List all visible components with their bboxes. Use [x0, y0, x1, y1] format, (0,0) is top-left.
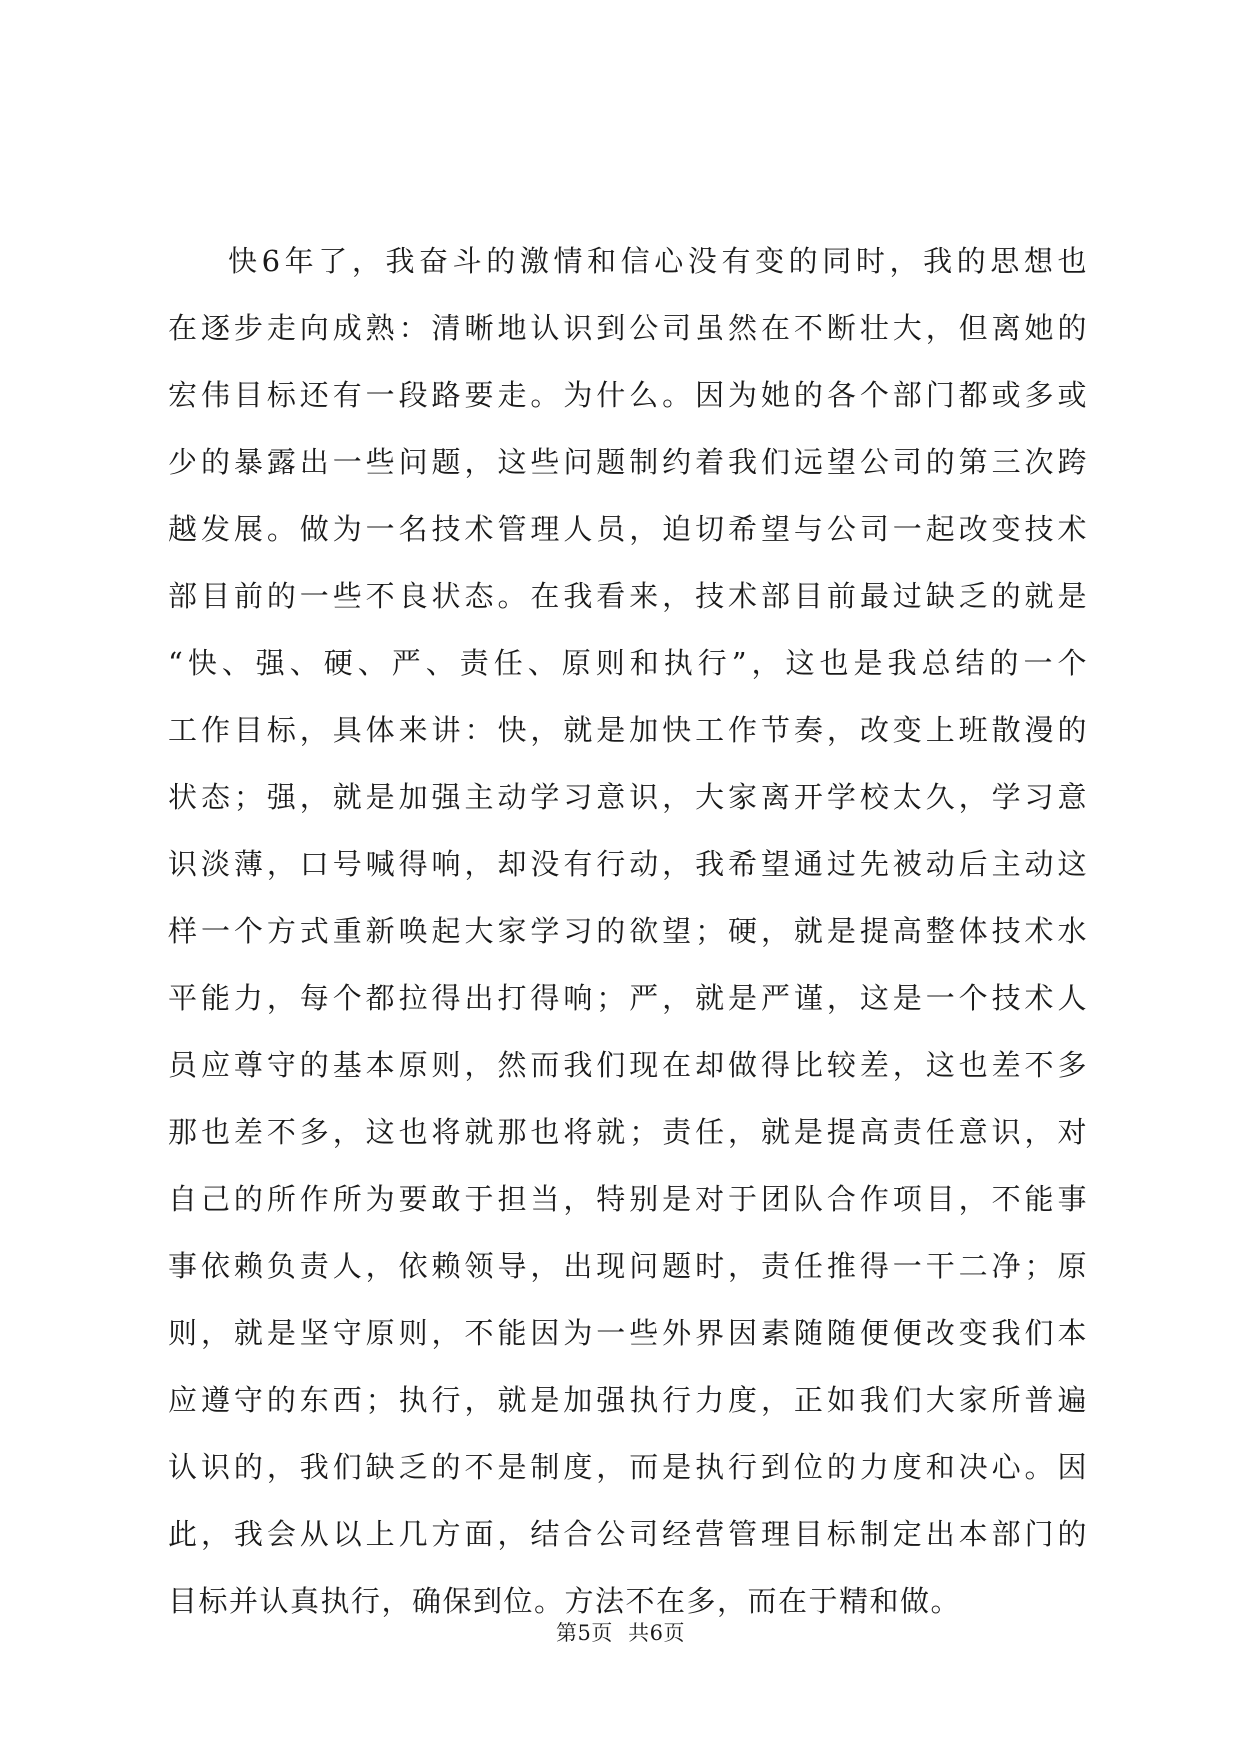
paragraph-line: 工作目标，具体来讲：快，就是加快工作节奏，改变上班散漫的 [168, 713, 1088, 747]
paragraph-line: 认识的，我们缺乏的不是制度，而是执行到位的力度和决心。因 [168, 1450, 1088, 1484]
page-footer [0, 1617, 1241, 1647]
paragraph-line: 应遵守的东西；执行，就是加强执行力度，正如我们大家所普遍 [168, 1383, 1088, 1417]
page-number-current: 第5页 [556, 1621, 613, 1645]
paragraph-line: 越发展。做为一名技术管理人员，迫切希望与公司一起改变技术 [168, 512, 1088, 546]
paragraph-line: 识淡薄，口号喊得响，却没有行动，我希望通过先被动后主动这 [168, 847, 1088, 881]
paragraph-line: 宏伟目标还有一段路要走。为什么。因为她的各个部门都或多或 [168, 378, 1088, 412]
paragraph-line: 则，就是坚守原则，不能因为一些外界因素随随便便改变我们本 [168, 1316, 1088, 1350]
paragraph-line: 状态；强，就是加强主动学习意识，大家离开学校太久，学习意 [168, 780, 1088, 814]
paragraph-line: 少的暴露出一些问题，这些问题制约着我们远望公司的第三次跨 [168, 445, 1088, 479]
paragraph-line: 事依赖负责人，依赖领导，出现问题时，责任推得一干二净；原 [168, 1249, 1088, 1283]
paragraph-line: “快、强、硬、严、责任、原则和执行”，这也是我总结的一个 [168, 646, 1088, 680]
paragraph-line: 员应尊守的基本原则，然而我们现在却做得比较差，这也差不多 [168, 1048, 1088, 1082]
paragraph-line: 在逐步走向成熟：清晰地认识到公司虽然在不断壮大，但离她的 [168, 311, 1088, 345]
paragraph-line: 此，我会从以上几方面，结合公司经营管理目标制定出本部门的 [168, 1517, 1088, 1551]
page-number-total: 共6页 [628, 1621, 685, 1645]
paragraph-line: 样一个方式重新唤起大家学习的欲望；硬，就是提高整体技术水 [168, 914, 1088, 948]
paragraph-line: 快6年了，我奋斗的激情和信心没有变的同时，我的思想也 [228, 244, 1088, 278]
paragraph-line: 平能力，每个都拉得出打得响；严，就是严谨，这是一个技术人 [168, 981, 1088, 1015]
paragraph-line: 目标并认真执行，确保到位。方法不在多，而在于精和做。 [168, 1584, 962, 1618]
paragraph-line: 自己的所作所为要敢于担当，特别是对于团队合作项目，不能事 [168, 1182, 1088, 1216]
paragraph-line: 部目前的一些不良状态。在我看来，技术部目前最过缺乏的就是 [168, 579, 1088, 613]
paragraph-line: 那也差不多，这也将就那也将就；责任，就是提高责任意识，对 [168, 1115, 1088, 1149]
body-paragraph [168, 228, 1088, 1635]
